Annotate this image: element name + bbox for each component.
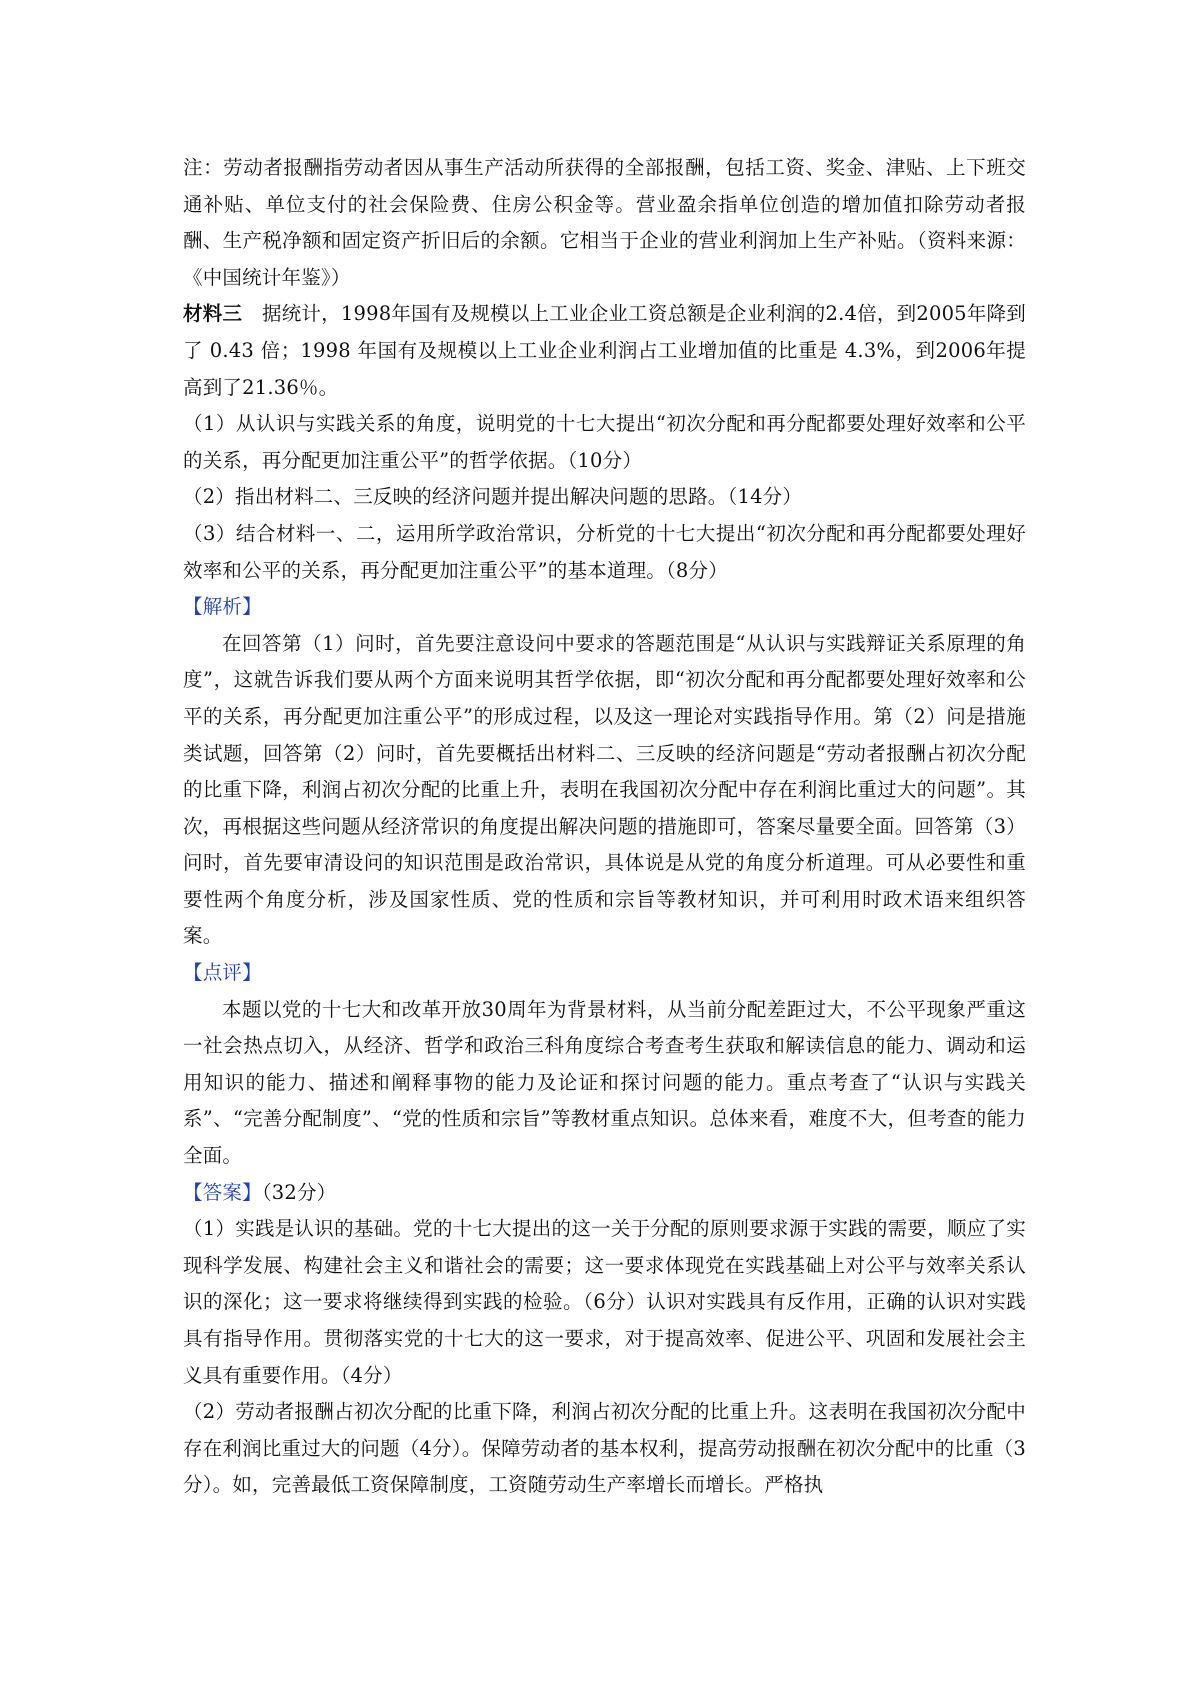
answer-heading-line [183, 1175, 1026, 1212]
material3-paragraph [183, 296, 1026, 406]
question-3: （3）结合材料一、二，运用所学政治常识，分析党的十七大提出“初次分配和再分配都要处理好效率和公平的关系，再分配更加注重公平”的基本道理。（8分） [183, 521, 1026, 582]
answer-item-1: （1）实践是认识的基础。党的十七大提出的这一关于分配的原则要求源于实践的需要，顺应了实现科学发展、构建社会主义和谐社会的需要；这一要求体现党在实践基础上对公平与效率关系认识的深化；这一要求将继续得到实践的检验。（6分）认识对实践具有反作用，正确的认识对实践具有指导作用。贯彻落实党的十七大的这一要求，对于提高效率、促进公平、巩固和发展社会主义具有重要作用。（4分） [183, 1217, 1026, 1387]
review-heading: 【点评】 [183, 961, 262, 985]
material3-label: 材料三 [183, 302, 243, 326]
note-paragraph: 注：劳动者报酬指劳动者因从事生产活动所获得的全部报酬，包括工资、奖金、津贴、上下班交通补贴、单位支付的社会保险费、住房公积金等。营业盈余指单位创造的增加值扣除劳动者报酬、生产税净额和固定资产折旧后的余额。它相当于企业的营业利润加上生产补贴。（资料来源：《中国统计年鉴》） [183, 156, 1026, 289]
analysis-paragraph: 在回答第（1）问时，首先要注意设问中要求的答题范围是“从认识与实践辩证关系原理的角度”，这就告诉我们要从两个方面来说明其哲学依据，即“初次分配和再分配都要处理好效率和公平的关系，再分配更加注重公平”的形成过程，以及这一理论对实践指导作用。第（2）问是措施类试题，回答第（2）问时，首先要概括出材料二、三反映的经济问题是“劳动者报酬占初次分配的比重下降，利润占初次分配的比重上升，表明在我国初次分配中存在利润比重过大的问题”。其次，再根据这些问题从经济常识的角度提出解决问题的措施即可，答案尽量要全面。回答第（3）问时，首先要审清设问的知识范围是政治常识，具体说是从党的角度分析道理。可从必要性和重要性两个角度分析，涉及国家性质、党的性质和宗旨等教材知识，并可利用时政术语来组织答案。 [183, 631, 1026, 948]
question-1: （1）从认识与实践关系的角度，说明党的十七大提出“初次分配和再分配都要处理好效率和公平的关系，再分配更加注重公平”的哲学依据。（10分） [183, 412, 1026, 472]
analysis-heading: 【解析】 [183, 595, 262, 619]
question-2: （2）指出材料二、三反映的经济问题并提出解决问题的思路。（14分） [183, 485, 803, 509]
answer-item-2: （2）劳动者报酬占初次分配的比重下降，利润占初次分配的比重上升。这表明在我国初次分配中存在利润比重过大的问题（4分）。保障劳动者的基本权利，提高劳动报酬在初次分配中的比重（3分）。如，完善最低工资保障制度，工资随劳动生产率增长而增长。严格执 [183, 1400, 1026, 1497]
answer-heading: 【答案】 [183, 1180, 262, 1204]
review-paragraph: 本题以党的十七大和改革开放30周年为背景材料，从当前分配差距过大，不公平现象严重这一社会热点切入，从经济、哲学和政治三科角度综合考查考生获取和解读信息的能力、调动和运用知识的能力、描述和阐释事物的能力及论证和探讨问题的能力。重点考查了“认识与实践关系”、“完善分配制度”、“党的性质和宗旨”等教材重点知识。总体来看，难度不大，但考查的能力全面。 [183, 997, 1026, 1168]
material3-text: 据统计，1998年国有及规模以上工业企业工资总额是企业利润的2.4倍，到2005年降到了 0.43 倍；1998 年国有及规模以上工业企业利润占工业增加值的比重是 4.3%，到2006年提高到了21.36％。 [183, 302, 1026, 399]
document-page [183, 150, 1026, 1504]
answer-score: （32分） [261, 1180, 337, 1204]
